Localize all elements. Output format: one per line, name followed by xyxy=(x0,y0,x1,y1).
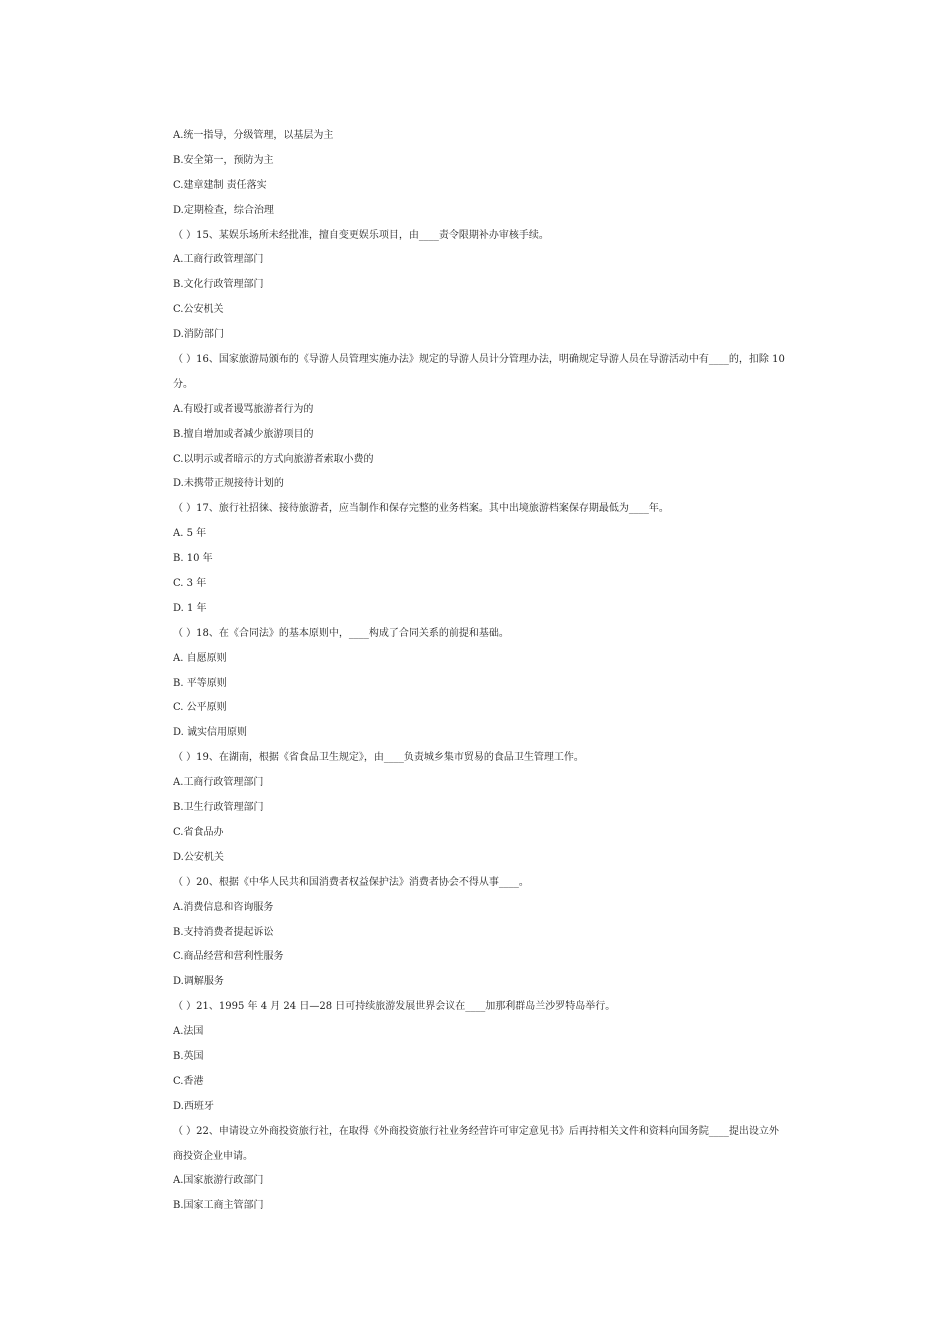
text-line: B.擅自增加或者减少旅游项目的 xyxy=(173,428,314,440)
text-line: B. 10 年 xyxy=(173,553,213,565)
text-line: C.省食品办 xyxy=(173,826,224,838)
question-line: （ ）22、申请设立外商投资旅行社，在取得《外商投资旅行社业务经营许可审定意见书》后再持相关文件和资料向国务院____提出设立外 xyxy=(173,1125,779,1137)
text-line: B.安全第一，预防为主 xyxy=(173,154,274,166)
text-line: A.工商行政管理部门 xyxy=(173,777,264,789)
text-line: D.调解服务 xyxy=(173,976,224,988)
text-line: D.西班牙 xyxy=(173,1100,214,1112)
text-line: C. 3 年 xyxy=(173,578,207,590)
question-line: （ ）18、在《合同法》的基本原则中，____构成了合同关系的前提和基础。 xyxy=(173,627,509,639)
text-line: B.英国 xyxy=(173,1050,204,1062)
question-line: （ ）19、在湖南，根据《省食品卫生规定》，由____负责城乡集市贸易的食品卫生管理工作。 xyxy=(173,752,584,764)
text-line: A.消费信息和咨询服务 xyxy=(173,901,274,913)
text-line: A. 5 年 xyxy=(173,528,207,540)
text-line: B.卫生行政管理部门 xyxy=(173,802,264,814)
text-line: A. 自愿原则 xyxy=(173,652,227,664)
text-line: B.国家工商主管部门 xyxy=(173,1200,264,1212)
text-line: A.有殴打或者谩骂旅游者行为的 xyxy=(173,403,314,415)
question-line: （ ）20、根据《中华人民共和国消费者权益保护法》消费者协会不得从事____。 xyxy=(173,876,529,888)
text-line: B. 平等原则 xyxy=(173,677,227,689)
question-line: （ ）21、1995 年 4 月 24 日—28 日可持续旅游发展世界会议在____加那利群岛兰沙罗特岛举行。 xyxy=(173,1001,616,1013)
text-line: D.定期检查，综合治理 xyxy=(173,204,274,216)
text-line: A.法国 xyxy=(173,1026,204,1038)
text-line: C.以明示或者暗示的方式向旅游者索取小费的 xyxy=(173,453,374,465)
text-line: C.商品经营和营利性服务 xyxy=(173,951,284,963)
text-line: D.消防部门 xyxy=(173,329,224,341)
question-line: （ ）15、某娱乐场所未经批准，擅自变更娱乐项目，由____责令限期补办审核手续。 xyxy=(173,229,549,241)
text-line: C.香港 xyxy=(173,1075,204,1087)
text-line: D.公安机关 xyxy=(173,851,224,863)
text-line: C. 公平原则 xyxy=(173,702,227,714)
text-line: C.公安机关 xyxy=(173,304,224,316)
text-line: D.未携带正规接待计划的 xyxy=(173,478,284,490)
document-page xyxy=(173,124,813,1219)
text-line: A.国家旅游行政部门 xyxy=(173,1175,264,1187)
text-line: A.统一指导，分级管理，以基层为主 xyxy=(173,130,334,141)
text-line: 分。 xyxy=(173,378,193,390)
question-line: （ ）17、旅行社招徕、接待旅游者，应当制作和保存完整的业务档案。其中出境旅游档案保存期最低为____年。 xyxy=(173,503,669,515)
question-line: （ ）16、国家旅游局颁布的《导游人员管理实施办法》规定的导游人员计分管理办法，明确规定导游人员在导游活动中有____的，扣除 10 xyxy=(173,354,785,366)
text-line: D. 诚实信用原则 xyxy=(173,727,248,739)
text-line: B.文化行政管理部门 xyxy=(173,279,264,291)
text-line: 商投资企业申请。 xyxy=(173,1150,253,1162)
text-line: D. 1 年 xyxy=(173,602,207,614)
text-line: B.支持消费者提起诉讼 xyxy=(173,926,274,938)
text-line: A.工商行政管理部门 xyxy=(173,254,264,266)
text-line: C.建章建制 责任落实 xyxy=(173,179,267,191)
